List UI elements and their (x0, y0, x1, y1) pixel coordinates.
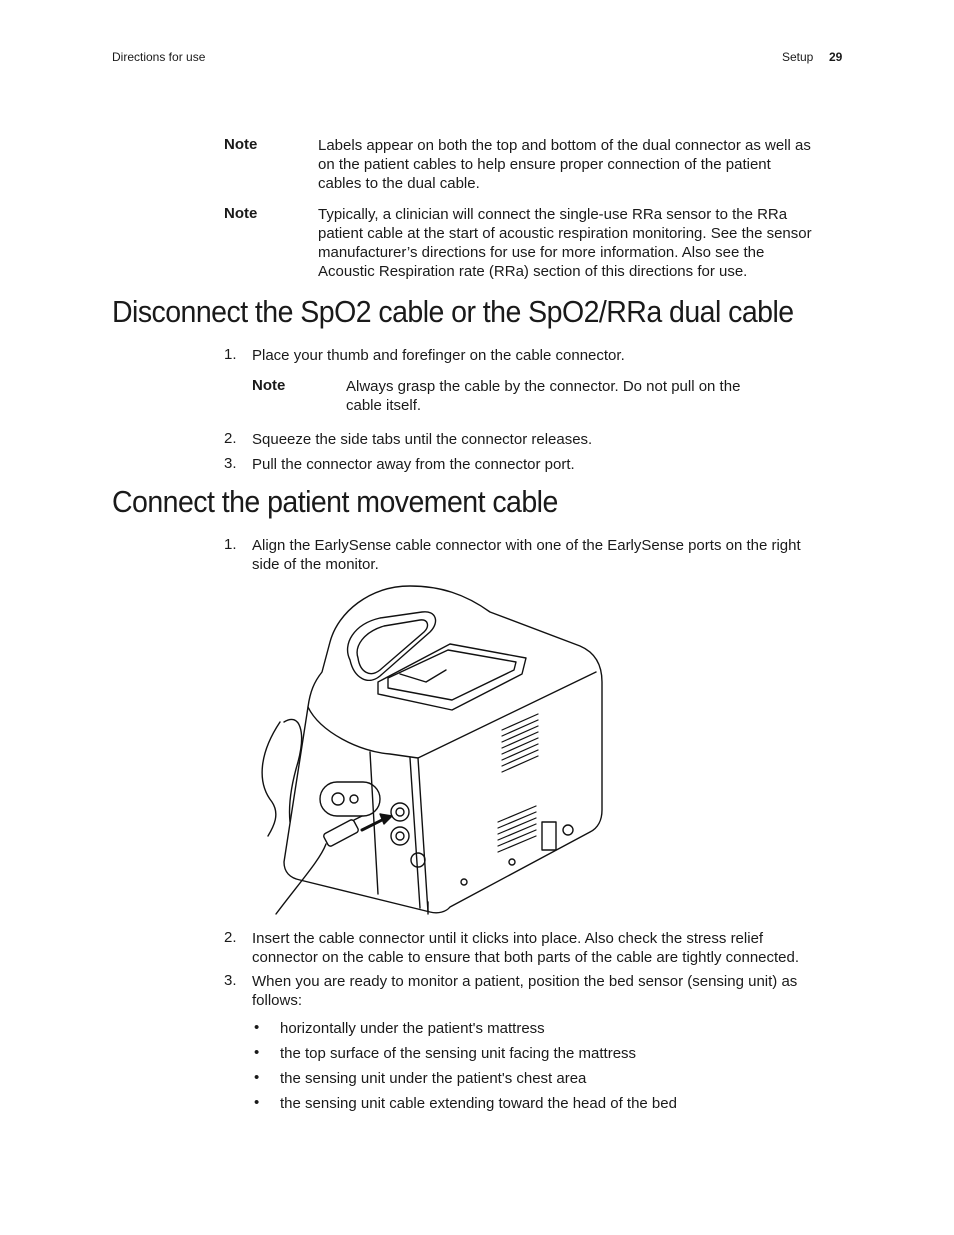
step-text: Place your thumb and forefinger on the cable connector. (252, 347, 625, 364)
note-line: cables to the dual cable. (318, 175, 480, 192)
bullet-item: the sensing unit under the patient's chest area (280, 1070, 587, 1087)
note-label: Note (224, 205, 258, 222)
step-text (252, 536, 801, 574)
bullet-dot: • (254, 1094, 260, 1111)
note-line: cable itself. (346, 397, 422, 414)
bullet-dot: • (254, 1019, 260, 1036)
page-number: 29 (829, 50, 843, 64)
step-number: 2. (224, 929, 237, 946)
note-line: patient cable at the start of acoustic respiration monitoring. See the sensor (318, 225, 812, 242)
section-heading-connect: Connect the patient movement cable (112, 484, 558, 519)
note-line: manufacturer’s directions for use for more information. Also see the (318, 244, 765, 261)
note-line: Acoustic Respiration rate (RRa) section of this directions for use. (318, 263, 748, 280)
note-text (346, 377, 740, 415)
monitor-illustration (250, 582, 610, 922)
note-label: Note (224, 136, 258, 153)
step-line: side of the monitor. (252, 556, 379, 573)
step-number: 2. (224, 430, 237, 447)
step-text (252, 929, 799, 967)
step-line: Insert the cable connector until it clicks into place. Also check the stress relief (252, 930, 764, 947)
step-number: 1. (224, 346, 237, 363)
step-text (252, 972, 797, 1010)
section-heading-disconnect: Disconnect the SpO2 cable or the SpO2/RRa dual cable (112, 294, 794, 329)
bullet-dot: • (254, 1069, 260, 1086)
step-text: Squeeze the side tabs until the connector releases. (252, 431, 593, 448)
bullet-item: horizontally under the patient's mattress (280, 1020, 545, 1037)
running-header-left: Directions for use (112, 50, 206, 64)
bullet-item: the sensing unit cable extending toward the head of the bed (280, 1095, 677, 1112)
step-number: 3. (224, 455, 237, 472)
step-line: When you are ready to monitor a patient, position the bed sensor (sensing unit) as (252, 973, 798, 990)
step-line: Align the EarlySense cable connector with one of the EarlySense ports on the right (252, 537, 801, 554)
note-line: Typically, a clinician will connect the single-use RRa sensor to the RRa (318, 206, 788, 223)
note-line: Always grasp the cable by the connector. Do not pull on the (346, 378, 741, 395)
step-text: Pull the connector away from the connector port. (252, 456, 575, 473)
step-line: follows: (252, 992, 303, 1009)
step-number: 3. (224, 972, 237, 989)
bullet-dot: • (254, 1044, 260, 1061)
running-header-section: Setup (782, 50, 814, 64)
note-text (318, 136, 811, 193)
bullet-item: the top surface of the sensing unit facing the mattress (280, 1045, 637, 1062)
note-label: Note (252, 377, 286, 394)
step-number: 1. (224, 536, 237, 553)
note-line: on the patient cables to help ensure proper connection of the patient (318, 156, 771, 173)
note-line: Labels appear on both the top and bottom of the dual connector as well as (318, 137, 811, 154)
note-text (318, 205, 812, 281)
step-line: connector on the cable to ensure that both parts of the cable are tightly connected. (252, 949, 800, 966)
